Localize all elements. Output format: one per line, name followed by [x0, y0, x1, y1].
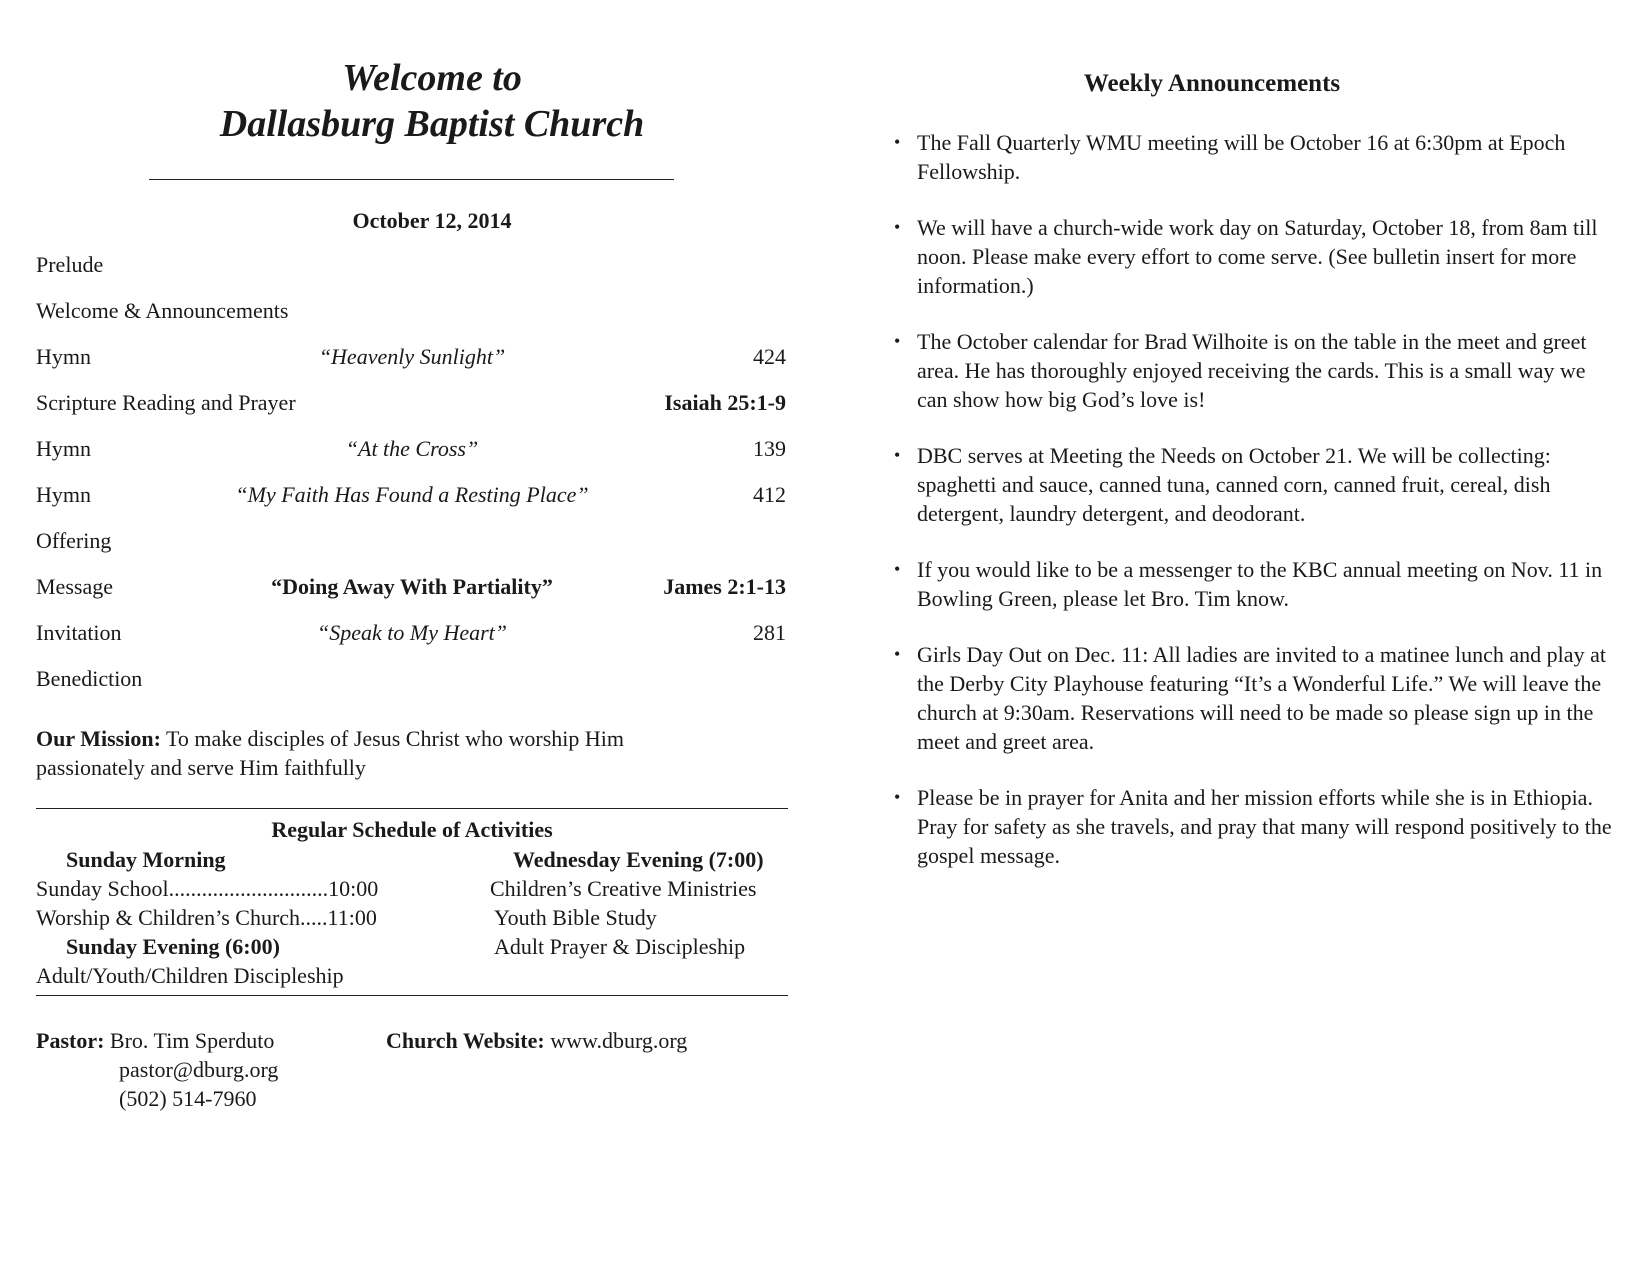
pastor-label: Pastor:: [36, 1028, 105, 1053]
announcement-item: [892, 327, 1617, 414]
schedule-bottom-divider: [36, 995, 788, 996]
announcement-text: We will have a church-wide work day on Saturday, October 18, from 8am till noon. Please make every effort to come serve. (See bulletin insert for more information.): [917, 215, 1598, 298]
order-item-ref: 424: [753, 344, 786, 369]
order-item-message: [36, 566, 788, 612]
worship-item: Worship & Children’s Church.....11:00: [36, 905, 377, 930]
order-item-label: Invitation: [36, 620, 122, 645]
announcement-text: The Fall Quarterly WMU meeting will be October 16 at 6:30pm at Epoch Fellowship.: [917, 130, 1566, 184]
wednesday-evening-heading: Wednesday Evening (7:00): [513, 847, 764, 872]
website-label: Church Website:: [386, 1028, 545, 1053]
announcement-item: [892, 783, 1617, 870]
title-line-1: Welcome to: [342, 57, 522, 99]
order-item-ref: James 2:1-13: [663, 574, 786, 599]
wednesday-item: Adult Prayer & Discipleship: [494, 934, 746, 959]
announcement-item: [892, 640, 1617, 756]
order-item-welcome: [36, 290, 788, 336]
order-item-invitation: [36, 612, 788, 658]
announcement-text: The October calendar for Brad Wilhoite is on the table in the meet and greet area. He has thoroughly enjoyed receiving the cards. This is a small way we can show how big God’s love is!: [917, 329, 1587, 412]
announcement-text: DBC serves at Meeting the Needs on October 21. We will be collecting: spaghetti and sauce, canned tuna, canned corn, canned fruit, cereal, dish detergent, laundry detergent, and deodorant.: [917, 443, 1551, 526]
order-item-label: Prelude: [36, 252, 104, 277]
bullet-icon: •: [894, 132, 901, 152]
pastor-email: pastor@dburg.org: [119, 1057, 279, 1082]
announcement-item: [892, 213, 1617, 300]
order-item-offering: [36, 520, 788, 566]
bullet-icon: •: [894, 787, 901, 807]
title-line-2: Dallasburg Baptist Church: [219, 103, 645, 145]
bullet-icon: •: [894, 644, 901, 664]
order-item-ref: 412: [753, 482, 786, 507]
announcements-panel: [892, 55, 1622, 897]
order-item-label: Welcome & Announcements: [36, 298, 289, 323]
announcement-item: [892, 555, 1617, 613]
contact-info: [36, 1026, 788, 1126]
pastor-phone: (502) 514-7960: [119, 1086, 257, 1111]
order-item-scripture: [36, 382, 788, 428]
pastor-info: [36, 1026, 278, 1113]
order-item-title: “Heavenly Sunlight”: [318, 344, 506, 369]
order-item-hymn-3: [36, 474, 788, 520]
sunday-morning-heading: Sunday Morning: [66, 847, 226, 872]
order-item-label: Hymn: [36, 344, 91, 369]
bullet-icon: •: [894, 331, 901, 351]
order-item-label: Message: [36, 574, 113, 599]
announcement-text: If you would like to be a messenger to the KBC annual meeting on Nov. 11 in Bowling Green, please let Bro. Tim know.: [917, 557, 1603, 611]
mission-text: To make disciples of Jesus Christ who worship Him passionately and serve Him faithfully: [36, 726, 624, 780]
schedule-heading: Regular Schedule of Activities: [271, 817, 553, 842]
order-item-label: Scripture Reading and Prayer: [36, 390, 296, 415]
order-item-ref: 139: [753, 436, 786, 461]
order-item-ref: Isaiah 25:1-9: [664, 390, 786, 415]
announcements-list: [892, 128, 1622, 870]
order-item-label: Hymn: [36, 482, 91, 507]
order-item-benediction: [36, 658, 788, 704]
announcements-heading: Weekly Announcements: [1083, 70, 1341, 97]
sunday-school-item: Sunday School.............................10:00: [36, 876, 379, 901]
order-item-title: “At the Cross”: [345, 436, 479, 461]
mission-statement: [36, 724, 736, 782]
announcement-text: Girls Day Out on Dec. 11: All ladies are invited to a matinee lunch and play at the Derby City Playhouse featuring “It’s a Wonderful Life.” We will leave the church at 9:30am. Reservations will need to be made so please sign up in the meet and greet area.: [917, 642, 1606, 754]
website-url: www.dburg.org: [544, 1028, 688, 1053]
page-title: [36, 55, 788, 147]
wednesday-item: Youth Bible Study: [494, 905, 657, 930]
title-divider: [149, 179, 674, 180]
order-item-title: “Speak to My Heart”: [316, 620, 508, 645]
announcement-text: Please be in prayer for Anita and her mission efforts while she is in Ethiopia. Pray for safety as she travels, and pray that many will respond positively to the gospel message.: [917, 785, 1612, 868]
announcement-item: [892, 128, 1617, 186]
service-date: October 12, 2014: [352, 208, 512, 233]
bullet-icon: •: [894, 559, 901, 579]
sunday-evening-item: Adult/Youth/Children Discipleship: [36, 963, 344, 988]
order-item-hymn-2: [36, 428, 788, 474]
bullet-icon: •: [894, 445, 901, 465]
order-item-label: Hymn: [36, 436, 91, 461]
order-item-hymn-1: [36, 336, 788, 382]
order-of-worship: [36, 244, 788, 704]
order-item-title: “My Faith Has Found a Resting Place”: [235, 482, 589, 507]
order-item-title: “Doing Away With Partiality”: [271, 574, 553, 599]
order-item-label: Benediction: [36, 666, 143, 691]
schedule-sunday-column: [36, 845, 378, 990]
schedule-of-activities: [36, 809, 788, 995]
website-info: [386, 1026, 687, 1055]
wednesday-item: Children’s Creative Ministries: [490, 876, 757, 901]
pastor-name: Bro. Tim Sperduto: [104, 1028, 275, 1053]
order-item-ref: 281: [753, 620, 786, 645]
order-item-label: Offering: [36, 528, 112, 553]
bulletin-left-panel: [36, 55, 788, 1126]
announcement-item: [892, 441, 1617, 528]
mission-label: Our Mission:: [36, 726, 161, 751]
schedule-wednesday-column: [476, 845, 764, 961]
sunday-evening-heading: Sunday Evening (6:00): [66, 934, 280, 959]
order-item-prelude: [36, 244, 788, 290]
bullet-icon: •: [894, 217, 901, 237]
